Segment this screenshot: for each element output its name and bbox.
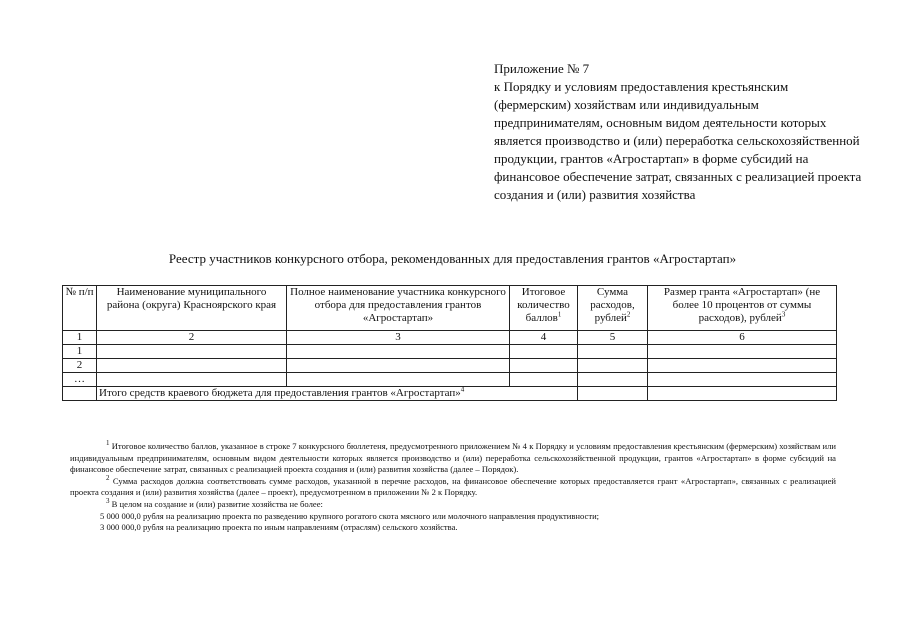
table-row: [63, 345, 837, 359]
table-cell: [97, 359, 287, 373]
table-row: [63, 373, 837, 387]
footnote-text: Итоговое количество баллов, указанное в строке 7 конкурсного бюллетеня, предусмотренного приложением № 4 к Порядку и условиям предоставления крестьянским (фермерским) хозяйствам или индивидуальным предпринимателям, основным видом деятельности которых является производство и (или) переработка сельскохозяйственной продукции, грантов «Агростартап» в форме субсидий на финансовое обеспечение затрат, связанных с реализацией проекта создания и (или) развития хозяйства (далее – Порядок).: [70, 441, 836, 475]
total-label: [97, 387, 578, 401]
footnote-mark: 1: [106, 439, 110, 448]
table-cell: [63, 387, 97, 401]
footnote-ref-3: 3: [781, 310, 786, 319]
footnote-ref-4: 4: [460, 385, 465, 394]
table-header-row: [63, 286, 837, 331]
col-number: 3: [287, 331, 510, 345]
col-number: 6: [648, 331, 837, 345]
total-expenses-cell: [578, 387, 648, 401]
col-number: 5: [578, 331, 648, 345]
footnote-3-line-2: 3 000 000,0 рубля на реализацию проекта по иным направлениям (отраслям) сельского хозяйства.: [100, 522, 458, 533]
footnote-text: Сумма расходов должна соответствовать сумме расходов, указанной в перечне расходов, на финансовое обеспечение которых предоставляется грант «Агростартап», связанных с реализацией проекта создания и (или) развития хозяйства (далее – проект), предусмотренном в приложении № 2 к Порядку.: [70, 475, 836, 498]
footnote-2: [70, 473, 836, 499]
footnote-1: [70, 441, 836, 476]
footnotes: [70, 441, 836, 534]
table-cell: [287, 359, 510, 373]
registry-table: [62, 285, 837, 401]
row-number: 1: [63, 345, 97, 359]
table-cell: [510, 359, 578, 373]
total-grant-cell: [648, 387, 837, 401]
column-numbers-row: [63, 331, 837, 345]
col-number: 4: [510, 331, 578, 345]
header-grant-size: [648, 286, 837, 331]
col-number: 2: [97, 331, 287, 345]
table-cell: [97, 373, 287, 387]
appendix-header: [494, 60, 864, 204]
table-cell: [510, 345, 578, 359]
appendix-text: к Порядку и условиям предоставления крестьянским (фермерским) хозяйствам или индивидуальным предпринимателям, основным видом деятельности которых является производство и (или) переработка сельскохозяйственной продукции, грантов «Агростартап» в форме субсидий на финансовое обеспечение затрат, связанных с реализацией проекта создания и (или) развития хозяйства: [494, 79, 862, 202]
col-number: 1: [63, 331, 97, 345]
table-cell: [97, 345, 287, 359]
header-expenses: [578, 286, 648, 331]
table-row: [63, 359, 837, 373]
footnote-3: [70, 499, 836, 511]
footnote-ref-2: 2: [626, 310, 631, 319]
table-cell: [648, 373, 837, 387]
footnote-mark: 2: [106, 473, 110, 482]
footnote-mark: 3: [106, 497, 110, 506]
header-score-text: Итоговое количество баллов: [517, 286, 570, 324]
table-cell: [648, 345, 837, 359]
document-title: Реестр участников конкурсного отбора, рекомендованных для предоставления грантов «Агростартап»: [168, 251, 737, 266]
row-number: 2: [63, 359, 97, 373]
header-participant: Полное наименование участника конкурсного отбора для предоставления грантов «Агростартап»: [287, 286, 510, 331]
header-number: № п/п: [63, 286, 97, 331]
table-cell: [510, 373, 578, 387]
table-cell: [648, 359, 837, 373]
table-cell: [287, 373, 510, 387]
appendix-title: Приложение № 7: [494, 61, 590, 76]
footnote-3-line-1: 5 000 000,0 рубля на реализацию проекта по разведению крупного рогатого скота мясного или молочного направления продуктивности;: [100, 510, 600, 521]
header-score: [510, 286, 578, 331]
table-cell: [578, 373, 648, 387]
total-label-text: Итого средств краевого бюджета для предоставления грантов «Агростартап»: [99, 387, 461, 399]
table-cell: [578, 359, 648, 373]
header-grant-size-text: Размер гранта «Агростартап» (не более 10 процентов от суммы расходов), рублей: [663, 286, 821, 324]
table-cell: [578, 345, 648, 359]
header-expenses-text: Сумма расходов, рублей: [590, 286, 635, 324]
footnote-ref-1: 1: [557, 310, 562, 319]
footnote-text: В целом на создание и (или) развитие хозяйства не более:: [111, 498, 323, 509]
table-cell: [287, 345, 510, 359]
row-number: …: [63, 373, 97, 387]
header-district: Наименование муниципального района (округа) Красноярского края: [97, 286, 287, 331]
total-row: [63, 387, 837, 401]
